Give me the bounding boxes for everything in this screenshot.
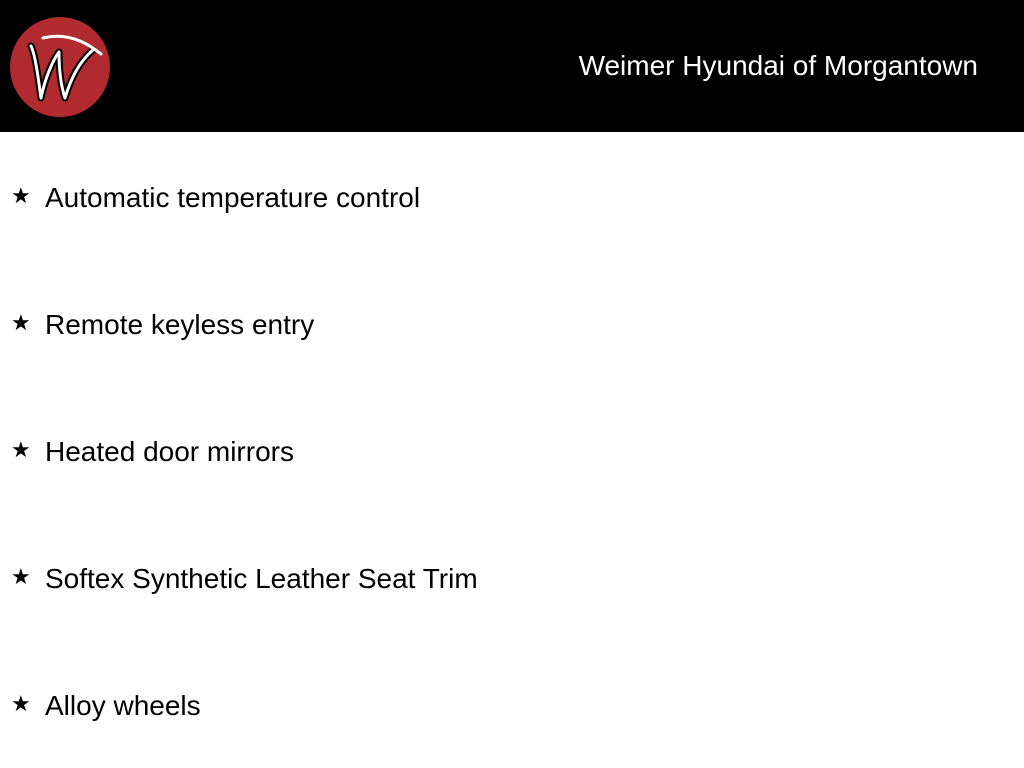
dealer-name: Weimer Hyundai of Morgantown: [578, 50, 978, 81]
list-item: [0, 434, 1024, 474]
weimer-w-logo-icon: [9, 16, 111, 118]
feature-label: Heated door mirrors: [45, 436, 294, 467]
star-icon: ★: [11, 310, 31, 335]
star-icon: ★: [11, 183, 31, 208]
star-icon: ★: [11, 437, 31, 462]
header-bar: [0, 0, 1024, 132]
feature-label: Automatic temperature control: [45, 182, 421, 213]
star-icon: ★: [11, 691, 31, 716]
list-item: [0, 688, 1024, 728]
list-item: [0, 180, 1024, 220]
feature-label: Remote keyless entry: [45, 309, 315, 340]
feature-label: Softex Synthetic Leather Seat Trim: [45, 563, 478, 594]
feature-list: [0, 132, 1024, 768]
list-item: [0, 307, 1024, 347]
feature-label: Alloy wheels: [45, 690, 201, 721]
star-icon: ★: [11, 564, 31, 589]
list-item: [0, 561, 1024, 601]
